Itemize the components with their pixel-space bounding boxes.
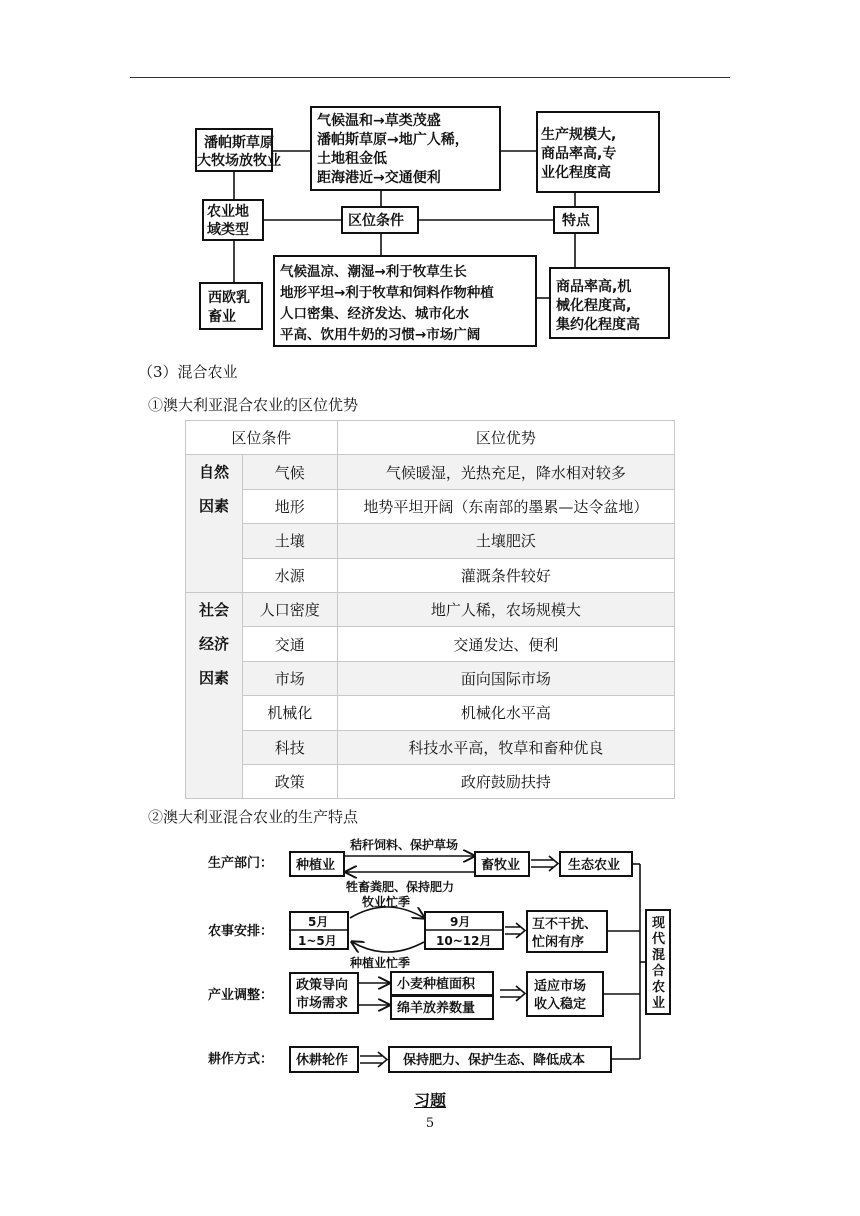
sep-text: 9月 bbox=[450, 915, 471, 929]
modern-3: 混 bbox=[652, 948, 666, 963]
header-conditions: 区位条件 bbox=[186, 421, 338, 455]
farming-label: 耕作方式： bbox=[208, 1052, 274, 1067]
advantage-cell: 交通发达、便利 bbox=[337, 627, 674, 661]
page-number: 5 bbox=[425, 1116, 435, 1131]
subsection-1-title: ①澳大利亚混合农业的区位优势 bbox=[148, 396, 359, 414]
wheat-text: 小麦种植面积 bbox=[397, 977, 476, 992]
dairy-title-2: 畜业 bbox=[208, 309, 236, 325]
may-text: 5月 bbox=[308, 915, 329, 929]
adjust-label: 产业调整： bbox=[208, 988, 274, 1003]
jan-may-text: 1~5月 bbox=[298, 934, 337, 948]
sheep-text: 绵羊放养数量 bbox=[397, 1001, 476, 1016]
social-factor-label: 社会 经济 因素 bbox=[186, 592, 243, 798]
modern-6: 业 bbox=[652, 996, 666, 1011]
pampas-feat-1: 生产规模大, bbox=[541, 127, 617, 143]
dairy-title-1: 西欧乳 bbox=[208, 290, 250, 306]
top-arrow-text: 秸秆饲料、保护草场 bbox=[350, 838, 459, 852]
factor-cell: 气候 bbox=[242, 455, 337, 489]
no-interfere-2: 忙闲有序 bbox=[532, 935, 585, 950]
market-1: 适应市场 bbox=[534, 979, 587, 994]
planting-text: 种植业 bbox=[296, 858, 336, 873]
advantage-cell: 政府鼓励扶持 bbox=[337, 764, 674, 798]
advantage-cell: 科技水平高，牧草和畜种优良 bbox=[337, 730, 674, 764]
pampas-feat-2: 商品率高,专 bbox=[541, 146, 617, 162]
pampas-cond-2: 潘帕斯草原→地广人稀， bbox=[317, 132, 469, 148]
factor-cell: 政策 bbox=[242, 764, 337, 798]
factor-cell: 人口密度 bbox=[242, 592, 337, 626]
advantage-cell: 地广人稀，农场规模大 bbox=[337, 592, 674, 626]
oct-dec-text: 10~12月 bbox=[436, 934, 492, 948]
advantage-cell: 灌溉条件较好 bbox=[337, 558, 674, 592]
production-label: 生产部门： bbox=[208, 856, 274, 871]
modern-4: 合 bbox=[652, 964, 666, 979]
busy-livestock-text: 牧业忙季 bbox=[362, 895, 411, 909]
modern-5: 农 bbox=[652, 980, 666, 995]
dairy-feat-3: 集约化程度高 bbox=[556, 317, 640, 333]
subsection-2-title: ②澳大利亚混合农业的生产特点 bbox=[148, 808, 359, 826]
pampas-title-2: 大牧场放牧业 bbox=[197, 153, 281, 169]
dairy-cond-4: 平高、饮用牛奶的习惯→市场广阔 bbox=[280, 327, 481, 343]
schedule-label: 农事安排： bbox=[208, 924, 274, 939]
pampas-title-1: 潘帕斯草原 bbox=[204, 135, 274, 151]
fertility-text: 保持肥力、保护生态、降低成本 bbox=[403, 1053, 586, 1068]
pampas-cond-3: 土地租金低 bbox=[317, 151, 387, 167]
pampas-cond-4: 距海港近→交通便利 bbox=[317, 170, 441, 186]
features-label: 特点 bbox=[562, 213, 590, 229]
advantage-cell: 面向国际市场 bbox=[337, 661, 674, 695]
factor-cell: 科技 bbox=[242, 730, 337, 764]
section-3-title: （3）混合农业 bbox=[138, 363, 238, 381]
fallow-text: 休耕轮作 bbox=[296, 1053, 349, 1068]
dairy-cond-1: 气候温凉、潮湿→利于牧草生长 bbox=[280, 264, 467, 280]
advantage-cell: 气候暖湿，光热充足，降水相对较多 bbox=[337, 455, 674, 489]
factor-cell: 市场 bbox=[242, 661, 337, 695]
natural-factor-label: 自然 因素 bbox=[186, 455, 243, 593]
policy-2: 市场需求 bbox=[296, 996, 349, 1011]
factor-cell: 地形 bbox=[242, 489, 337, 523]
market-2: 收入稳定 bbox=[534, 997, 587, 1012]
livestock-text: 畜牧业 bbox=[481, 858, 521, 873]
header-advantages: 区位优势 bbox=[337, 421, 674, 455]
dairy-cond-2: 地形平坦→利于牧草和饲料作物种植 bbox=[280, 285, 494, 301]
modern-2: 代 bbox=[652, 932, 666, 947]
factor-cell: 机械化 bbox=[242, 696, 337, 730]
busy-planting-text: 种植业忙季 bbox=[350, 956, 411, 970]
pampas-cond-1: 气候温和→草类茂盛 bbox=[317, 113, 441, 129]
agri-type-2: 域类型 bbox=[207, 222, 249, 238]
eco-text: 生态农业 bbox=[568, 858, 621, 873]
advantage-cell: 土壤肥沃 bbox=[337, 524, 674, 558]
policy-1: 政策导向 bbox=[296, 978, 349, 993]
exercise-title: 习题 bbox=[413, 1091, 446, 1110]
dairy-feat-2: 械化程度高, bbox=[556, 298, 632, 314]
no-interfere-1: 互不干扰、 bbox=[532, 917, 598, 932]
factor-cell: 土壤 bbox=[242, 524, 337, 558]
modern-1: 现 bbox=[652, 916, 666, 931]
bottom-arrow-text: 牲畜粪肥、保持肥力 bbox=[346, 880, 455, 894]
factor-cell: 水源 bbox=[242, 558, 337, 592]
pampas-feat-3: 业化程度高 bbox=[541, 165, 611, 181]
factor-cell: 交通 bbox=[242, 627, 337, 661]
advantage-cell: 地势平坦开阔（东南部的墨累—达令盆地） bbox=[337, 489, 674, 523]
dairy-feat-1: 商品率高,机 bbox=[556, 279, 632, 295]
agri-type-1: 农业地 bbox=[207, 204, 249, 220]
dairy-cond-3: 人口密集、经济发达、城市化水 bbox=[280, 306, 469, 322]
advantage-cell: 机械化水平高 bbox=[337, 696, 674, 730]
location-conditions-label: 区位条件 bbox=[348, 213, 404, 229]
